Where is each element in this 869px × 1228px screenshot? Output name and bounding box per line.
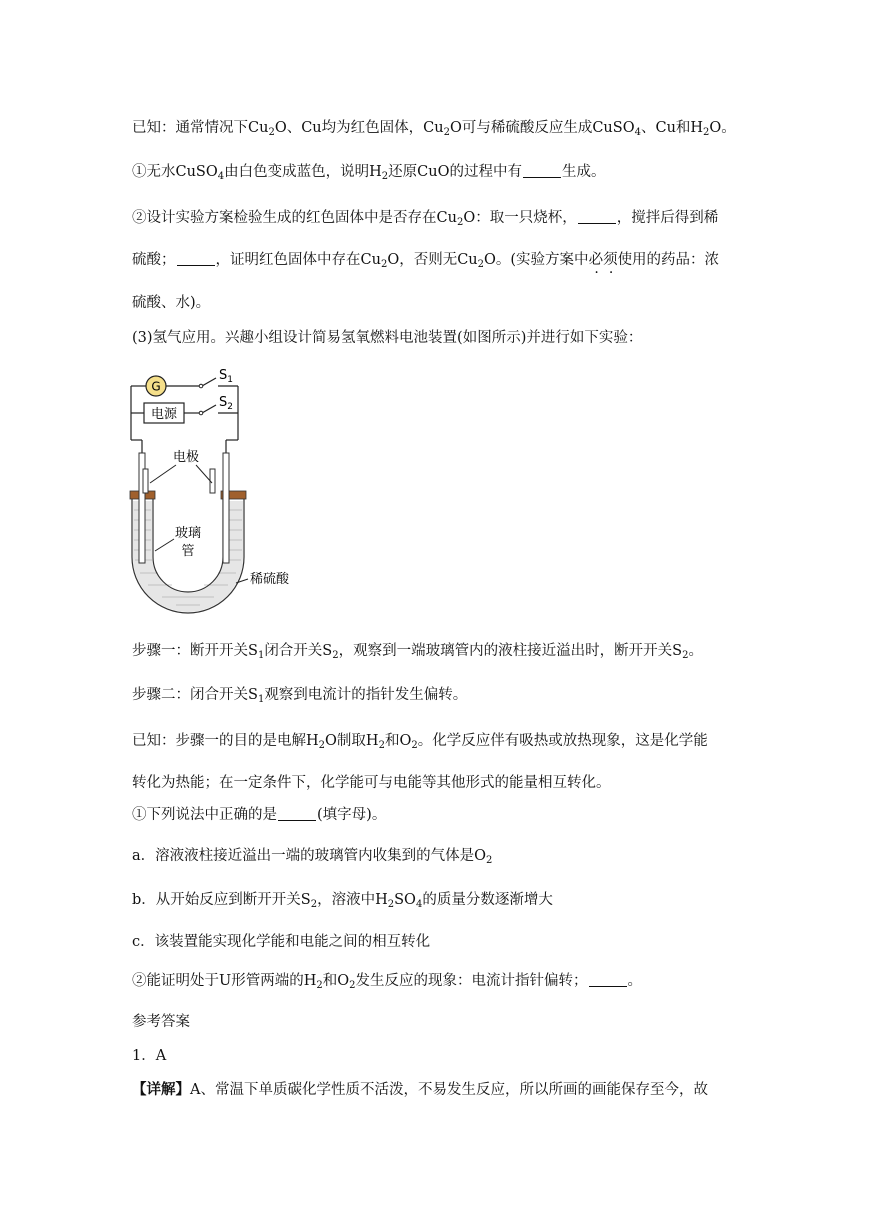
acid-label: 稀硫酸 <box>250 572 290 587</box>
switch2-label: S <box>219 395 228 410</box>
power-supply-label: 电源 <box>150 407 178 422</box>
text-line-p3: (3)氢气应用。兴趣小组设计简易氢氧燃料电池装置(如图所示)并进行如下实验： <box>132 330 643 346</box>
fuel-cell-diagram <box>128 365 308 620</box>
text-line-q2b: 硫酸； ，证明红色固体中存在$Cu_2O$，否则无$Cu_2O$。(实验方案中必须使用的药品：浓 <box>132 252 720 270</box>
text-line-step2: 步骤二：闭合开关$S_1$观察到电流计的指针发生偏转。 <box>132 687 468 705</box>
switch1-label: S <box>219 368 228 383</box>
tube-label-line1: 玻璃 <box>174 526 202 541</box>
tube-label-line2: 管 <box>181 544 195 559</box>
svg-text:S1: $S_1$ <box>219 368 233 385</box>
right-electrode <box>223 453 229 563</box>
svg-text:S2: $S_2$ <box>219 395 233 412</box>
text-line-q2a: ②设计实验方案检验生成的红色固体中是否存在$Cu_2O$：取一只烧杯， ，搅拌后得到稀 <box>132 210 719 228</box>
text-line-opta: a．溶液液柱接近溢出一端的玻璃管内收集到的气体是$O_2$ <box>132 848 493 866</box>
text-line-optc: c．该装置能实现化学能和电能之间的相互转化 <box>132 934 431 950</box>
text-line-ans1: 1．A <box>132 1048 167 1064</box>
text-line-q3: ①下列说法中正确的是 (填字母)。 <box>132 807 387 823</box>
text-line-known1: 已知：通常情况下$Cu_2O$、Cu均为红色固体，$Cu_2O$可与稀硫酸反应生成CuSO$_4$、Cu和$H_2O$。 <box>132 120 736 138</box>
text-line-known2b: 转化为热能；在一定条件下，化学能可与电能等其他形式的能量相互转化。 <box>132 775 611 791</box>
text-line-detail: 【详解】A、常温下单质碳化学性质不活泼，不易发生反应，所以所画的画能保存至今，故 <box>132 1081 708 1098</box>
galvanometer-label: G <box>151 379 161 394</box>
text-line-q1: ①无水CuSO$_4$由白色变成蓝色，说明$H_2$还原CuO的过程中有 生成。 <box>132 164 606 182</box>
text-line-known2a: 已知：步骤一的目的是电解$H_2O$制取$H_2$和$O_2$。化学反应伴有吸热或放热现象，这是化学能 <box>132 733 708 751</box>
text-line-optb: b．从开始反应到断开开关$S_2$，溶液中$H_2SO_4$的质量分数逐渐增大 <box>132 892 553 910</box>
text-line-q4: ②能证明处于U形管两端的$H_2$和$O_2$发生反应的现象：电流计指针偏转； 。 <box>132 973 643 991</box>
text-line-ans-title: 参考答案 <box>132 1014 190 1030</box>
text-line-q2c: 硫酸、水)。 <box>132 295 211 311</box>
text-line-step1: 步骤一：断开开关$S_1$闭合开关$S_2$，观察到一端玻璃管内的液柱接近溢出时，断开开关$S_2$。 <box>132 643 703 661</box>
electrode-label: 电极 <box>172 450 200 465</box>
